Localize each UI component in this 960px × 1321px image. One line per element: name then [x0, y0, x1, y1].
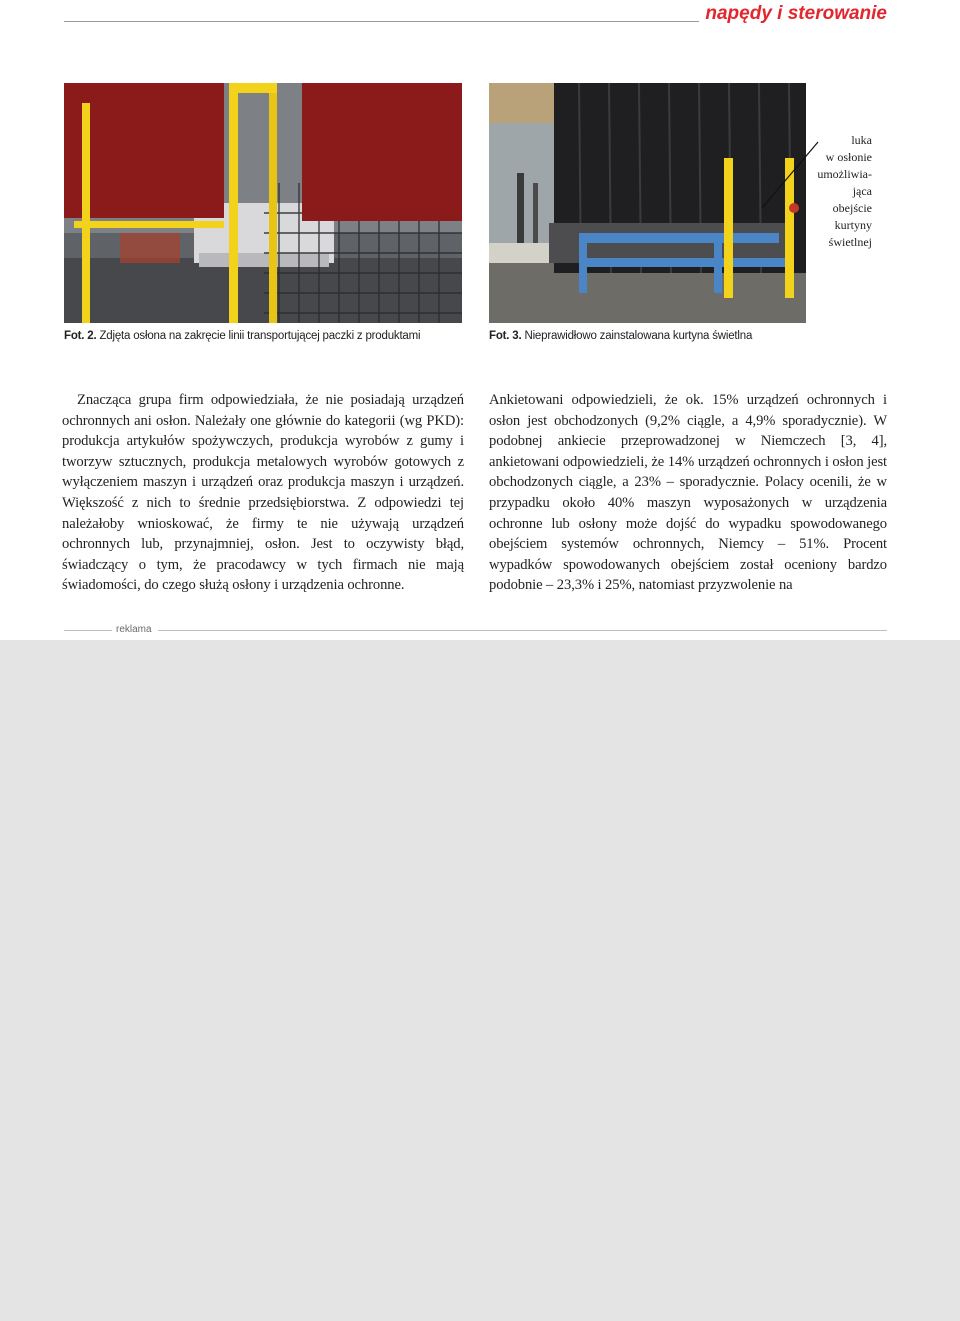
photo-light-curtain — [489, 83, 806, 323]
article-paragraph: Znacząca grupa firm odpowiedziała, że nie posiadają urządzeń ochronnych ani osłon. Należały one głównie do kategorii (wg PKD): produkcja artykułów spożywczych, produkcja wyrobów z gumy i tworzyw sztucznych, produkcja metalowych wyrobów gotowych z wyłączeniem maszyn i urządzeń oraz produkcja maszyn i urządzeń. Większość z nich to średnie przedsiębiorstwa. Z odpowiedzi tej należałoby wnioskować, że firmy te nie używają urządzeń ochronnych lub, przynajmniej, osłon. Jest to oczywisty błąd, świadczący o tym, że pracodawcy w tych firmach nie mają świadomości, do czego służą osłony i urządzenia ochronne. — [62, 392, 464, 594]
article-paragraph: Ankietowani odpowiedzieli, że ok. 15% urządzeń ochronnych i osłon jest obchodzonych (9,2% ciągle, a 4,9% sporadycznie). W podobnej ankiecie przeprowadzonej w Niemczech [3, 4], ankietowani odpowiedzieli, że 14% urządzeń ochronnych i osłon jest obchodzonych ciągle, a 23% – sporadycznie. Polacy ocenili, że w przypadku około 40% maszyn wyposażonych w urządzenia ochronne lub osłony może dojść do wypadku spowodowanego obejściem systemów ochronnych, Niemcy – 51%. Procent wypadków spowodowanych obejściem został oceniony bardzo podobnie – 23,3% i 25%, natomiast przyzwolenie na — [489, 392, 887, 594]
caption-fot2-text: Zdjęta osłona na zakręcie linii transportującej paczki z produktami — [96, 330, 421, 342]
caption-fot3-label: Fot. 3. — [489, 330, 522, 342]
divider-line — [158, 630, 887, 631]
annotation-line: w osłonie — [825, 150, 872, 164]
photo-guard-removed-illustration — [64, 83, 462, 323]
annotation-line: świetlnej — [828, 235, 872, 249]
divider-line — [64, 630, 112, 631]
annotation-line: kurtyny — [834, 218, 872, 232]
photo-light-curtain-illustration — [489, 83, 806, 323]
annotation-line: luka — [851, 133, 872, 147]
advertisement-area — [0, 640, 960, 1321]
article-column-right — [489, 390, 887, 596]
caption-fot2 — [64, 330, 420, 342]
article-column-left — [62, 390, 464, 596]
photo-annotation — [812, 132, 872, 251]
caption-fot2-label: Fot. 2. — [64, 330, 97, 342]
annotation-line: jąca obejście — [832, 184, 872, 215]
annotation-callout-line — [760, 140, 820, 210]
advertisement-divider — [64, 624, 887, 636]
section-title: napędy i sterowanie — [699, 3, 887, 25]
annotation-line: umożliwia- — [817, 167, 872, 181]
photo-guard-removed — [64, 83, 462, 323]
advertisement-label: reklama — [116, 624, 152, 635]
caption-fot3-text: Nieprawidłowo zainstalowana kurtyna świetlna — [521, 330, 753, 342]
caption-fot3 — [489, 330, 752, 342]
